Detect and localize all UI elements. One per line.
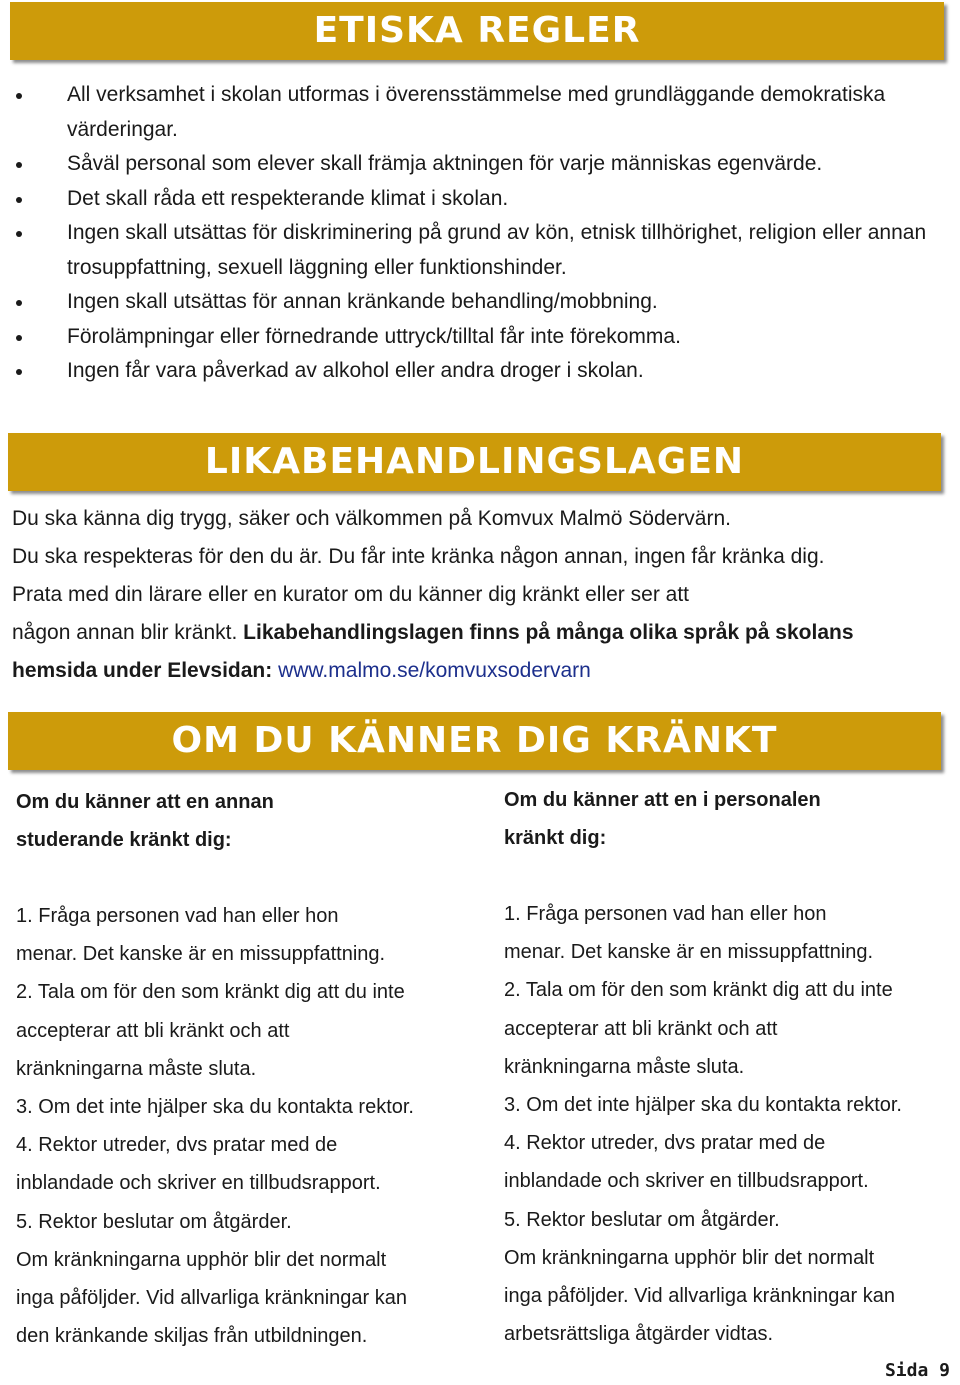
step-line: inga påföljder. Vid allvarliga kränkningar kan xyxy=(504,1285,895,1308)
step-line: den kränkande skiljas från utbildningen. xyxy=(16,1325,368,1348)
step-line: kränkningarna måste sluta. xyxy=(16,1057,257,1080)
step-line: 2. Tala om för den som kränkt dig att du inte xyxy=(16,981,405,1004)
para-bold-text: hemsida under Elevsidan: xyxy=(12,659,279,682)
list-item: Ingen får vara påverkad av alkohol eller andra droger i skolan. xyxy=(0,354,960,389)
step-line: 5. Rektor beslutar om åtgärder. xyxy=(504,1208,780,1231)
para-line: Prata med din lärare eller en kurator om du känner dig kränkt eller ser att xyxy=(12,583,689,606)
step-line: 4. Rektor utreder, dvs pratar med de xyxy=(16,1134,338,1157)
para-text: någon annan blir kränkt. xyxy=(12,621,244,644)
step-line: menar. Det kanske är en missuppfattning. xyxy=(16,943,386,966)
para-line: Du ska respekteras för den du är. Du får inte kränka någon annan, ingen får kränka dig. xyxy=(12,545,825,568)
step-line: 3. Om det inte hjälper ska du kontakta rektor. xyxy=(504,1094,902,1117)
para-bold-text: Likabehandlingslagen finns på många olika språk på skolans xyxy=(243,621,854,644)
step-line: 3. Om det inte hjälper ska du kontakta rektor. xyxy=(16,1096,414,1119)
list-item: Såväl personal som elever skall främja aktningen för varje människas egenvärde. xyxy=(0,147,960,182)
likabehandling-paragraph xyxy=(12,500,952,690)
section-banner-etiska-regler: ETISKA REGLER xyxy=(10,2,944,60)
step-line: inga påföljder. Vid allvarliga kränkningar kan xyxy=(16,1287,407,1310)
step-line: kränkningarna måste sluta. xyxy=(504,1055,745,1078)
column-steps xyxy=(504,895,902,1353)
section-banner-likabehandlingslagen: LIKABEHANDLINGSLAGEN xyxy=(8,433,941,491)
column-title-line: Om du känner att en i personalen xyxy=(504,789,821,811)
section-banner-om-du-kanner-dig-krankt: OM DU KÄNNER DIG KRÄNKT xyxy=(8,712,941,770)
column-title xyxy=(504,781,959,857)
list-item: All verksamhet i skolan utformas i överensstämmelse med grundläggande demokratiska värderingar. xyxy=(0,78,960,147)
step-line: 1. Fråga personen vad han eller hon xyxy=(504,903,827,925)
step-line: inblandade och skriver en tillbudsrapport. xyxy=(16,1172,381,1195)
step-line: 4. Rektor utreder, dvs pratar med de xyxy=(504,1132,826,1155)
column-title-line: Om du känner att en annan xyxy=(16,791,274,813)
website-link[interactable]: www.malmo.se/komvuxsodervarn xyxy=(278,659,591,682)
column-staff xyxy=(504,781,959,1346)
step-line: Om kränkningarna upphör blir det normalt xyxy=(16,1248,387,1271)
step-line: inblandade och skriver en tillbudsrapport. xyxy=(504,1170,869,1193)
column-title xyxy=(16,783,471,859)
column-steps xyxy=(16,897,414,1355)
rules-list xyxy=(0,78,960,389)
column-title-line: studerande kränkt dig: xyxy=(16,829,232,851)
column-title-line: kränkt dig: xyxy=(504,827,607,849)
para-line: Du ska känna dig trygg, säker och välkommen på Komvux Malmö Södervärn. xyxy=(12,507,731,530)
step-line: 1. Fråga personen vad han eller hon xyxy=(16,905,339,927)
step-line: Om kränkningarna upphör blir det normalt xyxy=(504,1246,875,1269)
step-line: accepterar att bli kränkt och att xyxy=(16,1019,290,1042)
step-line: accepterar att bli kränkt och att xyxy=(504,1017,778,1040)
step-line: 5. Rektor beslutar om åtgärder. xyxy=(16,1210,292,1233)
step-line: menar. Det kanske är en missuppfattning. xyxy=(504,941,874,964)
list-item: Ingen skall utsättas för annan kränkande behandling/mobbning. xyxy=(0,285,960,320)
list-item: Det skall råda ett respekterande klimat i skolan. xyxy=(0,182,960,217)
step-line: 2. Tala om för den som kränkt dig att du inte xyxy=(504,979,893,1002)
list-item: Förolämpningar eller förnedrande uttryck/tilltal får inte förekomma. xyxy=(0,320,960,355)
list-item: Ingen skall utsättas för diskriminering på grund av kön, etnisk tillhörighet, religion eller annan trosuppfattning, sexuell läggning eller funktionshinder. xyxy=(0,216,960,285)
para-line xyxy=(12,614,952,652)
page-number: Sida 9 xyxy=(884,1360,950,1381)
column-student xyxy=(16,783,471,1348)
para-line xyxy=(12,652,952,690)
step-line: arbetsrättsliga åtgärder vidtas. xyxy=(504,1323,774,1346)
